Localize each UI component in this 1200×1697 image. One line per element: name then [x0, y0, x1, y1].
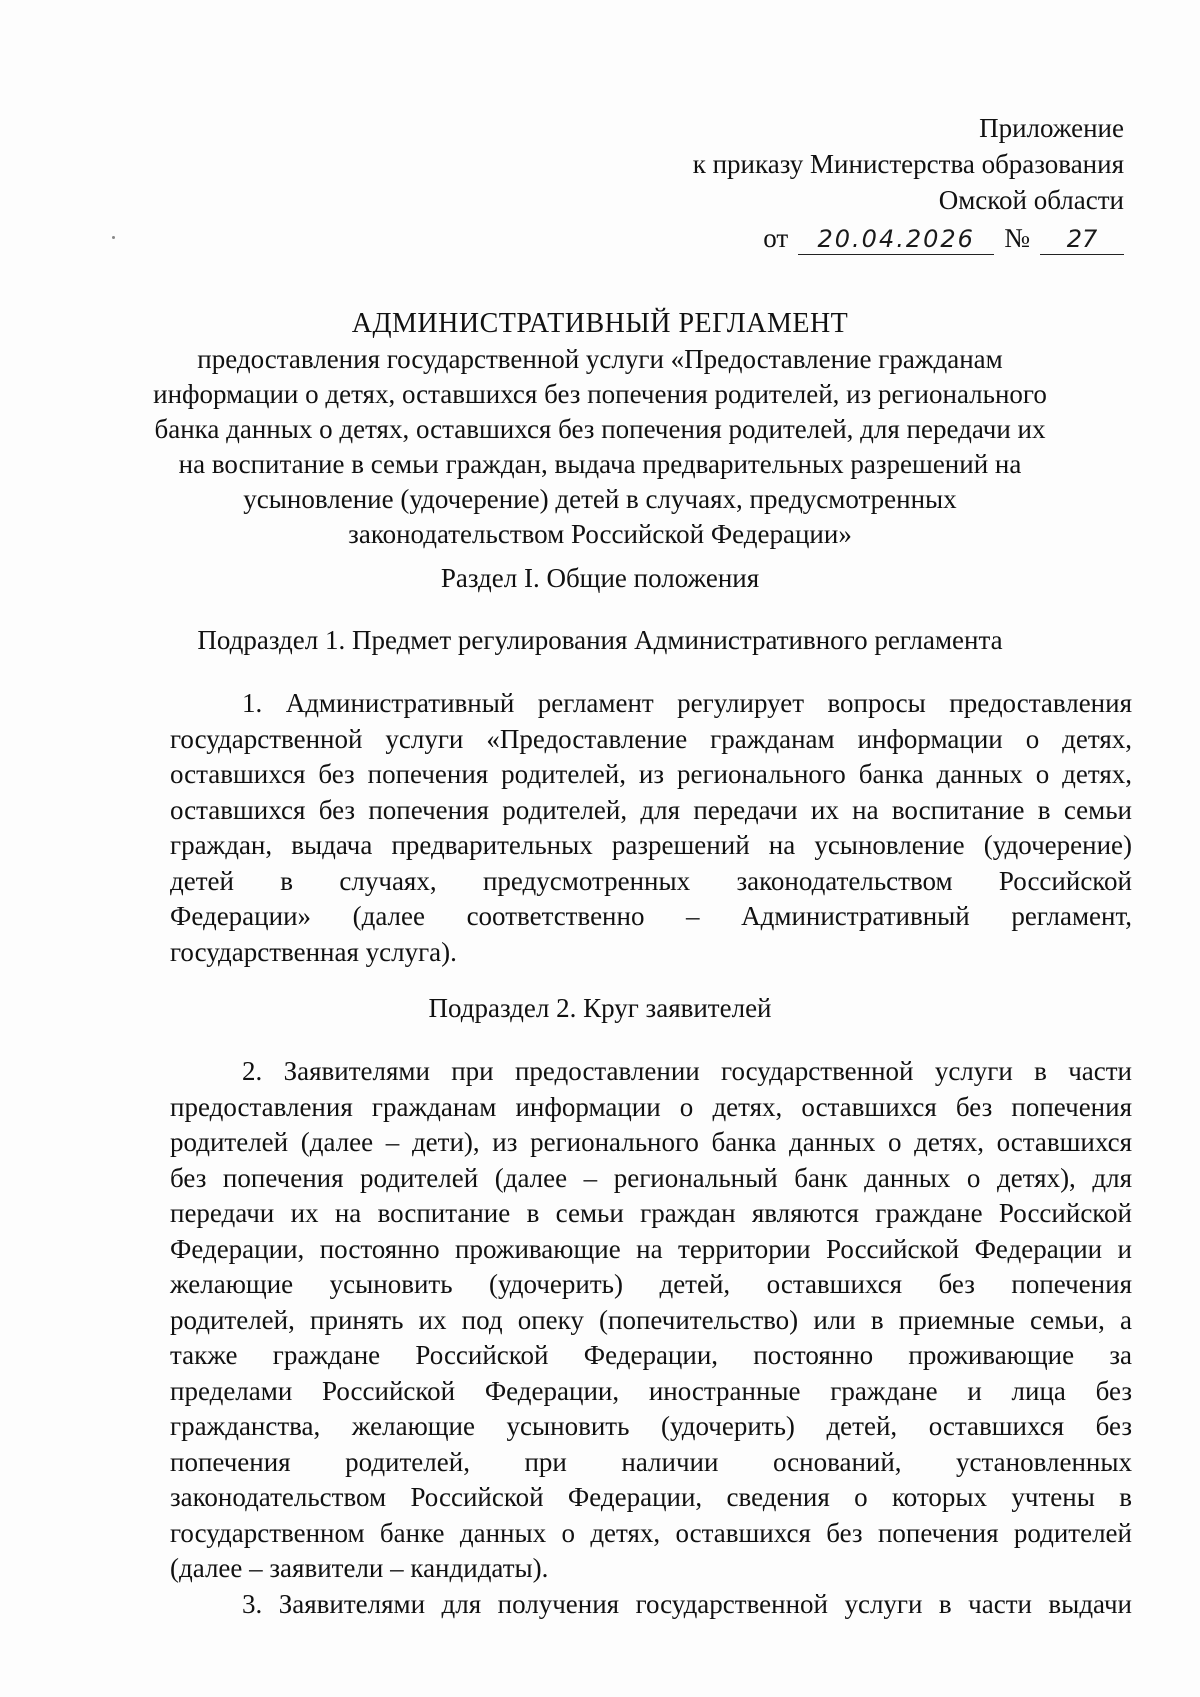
- subsection-heading: Подраздел 1. Предмет регулирования Административного регламента: [197, 625, 1003, 655]
- document-title: АДМИНИСТРАТИВНЫЙ РЕГЛАМЕНТ: [351, 308, 849, 339]
- paragraph-line: оставшихся без попечения родителей, из регионального банка данных о детях,: [170, 759, 1132, 789]
- paragraph-line: родителей, принять их под опеку (попечительство) или в приемные семьи, а: [170, 1304, 1132, 1335]
- paragraph-line: без попечения родителей (далее – региональный банк данных о детях), для: [170, 1162, 1132, 1193]
- header-date-row: [693, 220, 1124, 256]
- subtitle-line: предоставления государственной услуги «Предоставление гражданам: [197, 344, 1003, 374]
- paragraph-line: детей в случаях, предусмотренных законодательством Российской: [170, 865, 1132, 896]
- paragraph-line: граждан, выдача предварительных разрешений на усыновление (удочерение): [170, 830, 1132, 860]
- paragraph-line: (далее – заявители – кандидаты).: [170, 1553, 549, 1583]
- subtitle-line: усыновление (удочерение) детей в случаях, предусмотренных: [243, 484, 957, 514]
- subtitle-line: на воспитание в семьи граждан, выдача предварительных разрешений на: [178, 449, 1022, 479]
- paragraph-line: законодательством Российской Федерации, сведения о которых учтены в: [170, 1482, 1132, 1512]
- approval-header: [693, 110, 1124, 256]
- subsection-heading: Подраздел 2. Круг заявителей: [428, 993, 772, 1023]
- subtitle-line: законодательством Российской Федерации»: [348, 519, 852, 549]
- paragraph-1: [170, 686, 1132, 970]
- paragraph-line: желающие усыновить (удочерить) детей, оставшихся без попечения: [170, 1269, 1132, 1299]
- paragraph-line: Федерации» (далее соответственно – Административный регламент,: [170, 901, 1132, 931]
- header-appendix-label: Приложение: [979, 113, 1124, 143]
- header-region: Омской области: [938, 185, 1124, 215]
- paragraph-line: государственной услуги «Предоставление гражданам информации о детях,: [170, 723, 1132, 754]
- paragraph-line: родителей (далее – дети), из регионального банка данных о детях, оставшихся: [170, 1127, 1132, 1157]
- paragraph-line: 3. Заявителями для получения государственной услуги в части выдачи: [242, 1588, 1132, 1619]
- paragraph-line: предоставления гражданам информации о детях, оставшихся без попечения: [170, 1091, 1132, 1122]
- document-title-block: [100, 306, 1100, 552]
- paragraph-2: [170, 1054, 1132, 1622]
- handwritten-date: 20.04.2026: [798, 224, 994, 255]
- paragraph-line: государственная услуга).: [170, 936, 457, 967]
- number-prefix: №: [1004, 223, 1030, 253]
- section-heading: Раздел I. Общие положения: [440, 563, 760, 593]
- paragraph-line: пределами Российской Федерации, иностранные граждане и лица без: [170, 1375, 1132, 1406]
- subtitle-line: информации о детях, оставшихся без попечения родителей, из регионального: [153, 379, 1047, 409]
- paragraph-line: Федерации, постоянно проживающие на территории Российской Федерации и: [170, 1233, 1132, 1264]
- scan-speck: [112, 236, 115, 239]
- subtitle-line: банка данных о детях, оставшихся без попечения родителей, для передачи их: [154, 414, 1046, 444]
- paragraph-line: передачи их на воспитание в семьи граждан являются граждане Российской: [170, 1198, 1132, 1228]
- paragraph-line: 1. Административный регламент регулирует вопросы предоставления: [242, 688, 1132, 718]
- paragraph-line: государственном банке данных о детях, оставшихся без попечения родителей: [170, 1517, 1132, 1548]
- date-prefix: от: [763, 223, 789, 253]
- paragraph-line: 2. Заявителями при предоставлении государственной услуги в части: [242, 1056, 1132, 1086]
- paragraph-line: гражданства, желающие усыновить (удочерить) детей, оставшихся без: [170, 1411, 1132, 1441]
- paragraph-line: также граждане Российской Федерации, постоянно проживающие за: [170, 1340, 1132, 1370]
- paragraph-line: попечения родителей, при наличии оснований, установленных: [170, 1446, 1132, 1477]
- handwritten-number: 27: [1040, 224, 1124, 255]
- header-order-ref: к приказу Министерства образования: [692, 149, 1124, 179]
- paragraph-line: оставшихся без попечения родителей, для передачи их на воспитание в семьи: [170, 794, 1132, 825]
